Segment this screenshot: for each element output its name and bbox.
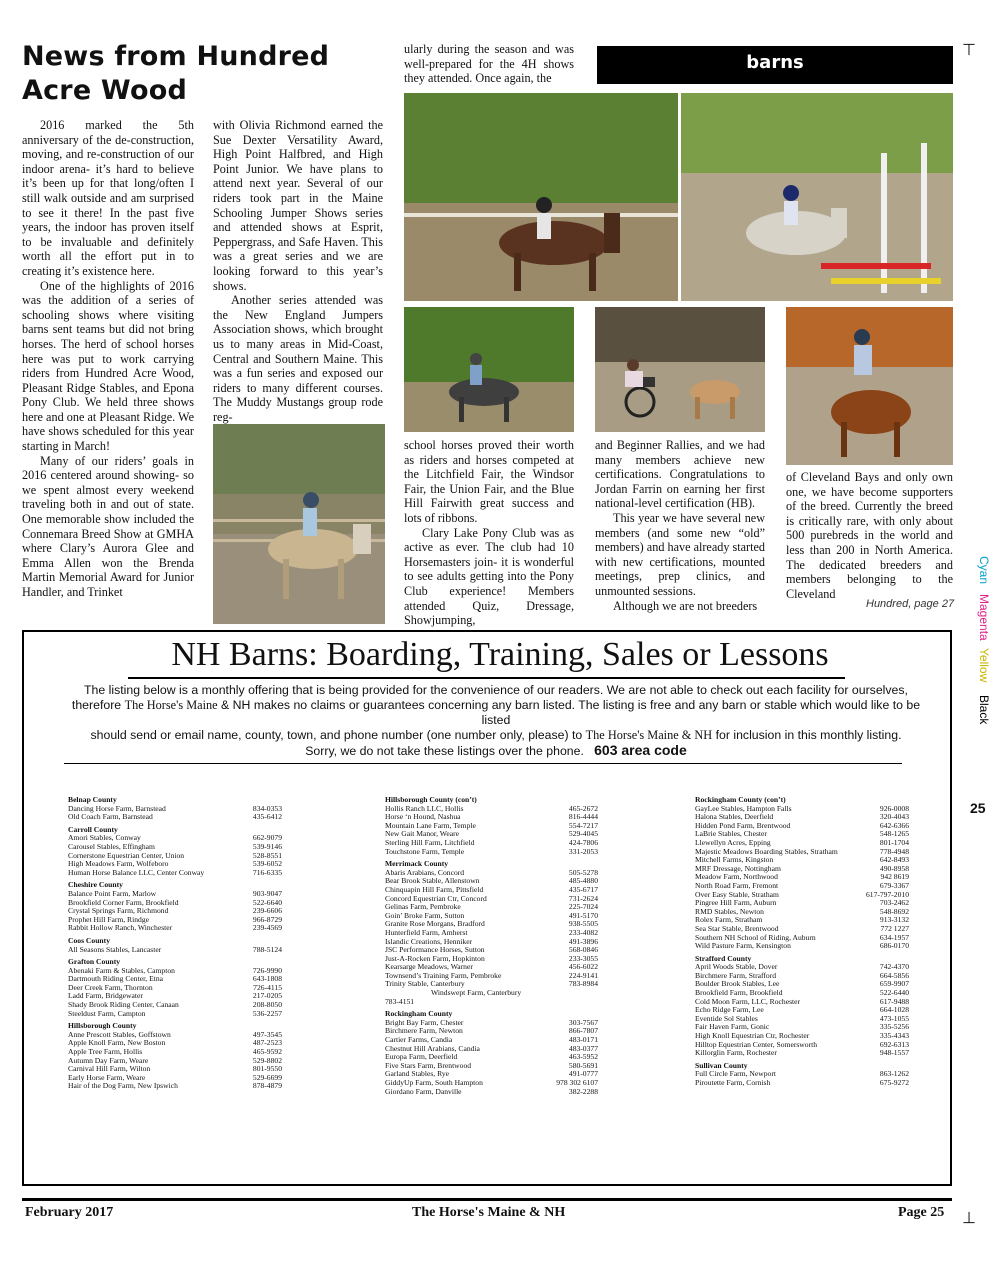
barn-name: Gelinas Farm, Pembroke	[385, 902, 461, 912]
barn-name: Sea Star Stable, Brentwood	[695, 923, 779, 933]
area-code: 603 area code	[594, 742, 687, 758]
barn-name: Five Stars Farm, Brentwood	[385, 1060, 472, 1070]
barn-phone: 463-5952	[568, 1052, 598, 1062]
barn-name: Birchmere Farm, Strafford	[695, 970, 777, 980]
barn-phone: 529-4045	[568, 829, 598, 839]
photo-rider-grey-horse	[213, 424, 385, 624]
barn-phone: 465-9592	[252, 1047, 282, 1057]
barn-phone: 948-1557	[879, 1048, 909, 1058]
footer-rule	[22, 1198, 952, 1201]
barn-phone: 942 8619	[880, 872, 909, 882]
article-column-5	[786, 470, 953, 601]
listing-column-2	[385, 796, 598, 1096]
intro-line: The listing below is a monthly offering that is being provided for the convenience of our readers. We are not able to check out each facility for ourselves,	[84, 683, 908, 697]
divider	[64, 763, 902, 764]
county-heading: Merrimack County	[385, 859, 449, 869]
barn-name: Deer Creek Farm, Thornton	[68, 982, 153, 992]
section-banner: barns	[597, 46, 953, 84]
county-heading: Strafford County	[695, 953, 752, 963]
barn-phone: 528-8551	[252, 850, 282, 860]
barn-name: Eventide Sol Stables	[695, 1013, 758, 1023]
color-label: Black	[977, 695, 991, 725]
barn-name: Trinity Stable, Canterbury	[385, 979, 465, 989]
barn-name: Mountain Lane Farm, Temple	[385, 820, 476, 830]
barn-name: Anne Prescott Stables, Goffstown	[68, 1029, 171, 1039]
barn-phone: 617-797-2010	[865, 889, 909, 899]
barn-name: Llewellyn Acres, Epping	[695, 837, 771, 847]
barn-name: Rolex Farm, Stratham	[695, 915, 763, 925]
barn-phone: 473-1055	[879, 1013, 909, 1023]
barn-name: Europa Farm, Deerfield	[385, 1052, 458, 1062]
paragraph: Another series attended was the New England Jumpers Association shows, which brought us to many areas in Mid-Coast, Central and Southern Maine. This was a fun series and exposed our riders to many different courses. The Muddy Mustangs group rode reg-	[213, 293, 383, 424]
barn-name: Majestic Meadows Boarding Stables, Stratham	[695, 846, 838, 856]
barn-name: Killorglin Farm, Rochester	[695, 1048, 777, 1058]
barn-name: All Seasons Stables, Lancaster	[68, 944, 162, 954]
barn-name: Touchstone Farm, Temple	[385, 846, 465, 856]
intro-text: Sorry, we do not take these listings over the phone.	[305, 744, 584, 758]
barn-name: Apple Knoll Farm, New Boston	[68, 1038, 166, 1048]
barn-name: Windswept Farm, Canterbury	[431, 988, 522, 998]
barn-name: Townsend’s Training Farm, Pembroke	[385, 970, 502, 980]
barn-name: Carnival Hill Farm, Wilton	[68, 1064, 151, 1074]
barn-name: Wild Pasture Farm, Kensington	[695, 941, 791, 951]
county-heading: Belnap County	[68, 795, 117, 804]
barn-phone: 580-5691	[568, 1060, 598, 1070]
barn-listing-row	[385, 998, 598, 1007]
color-label: Cyan	[977, 556, 991, 585]
barn-phone: 239-4569	[252, 923, 282, 933]
barn-phone: 978 302 6107	[556, 1078, 598, 1087]
barn-phone: 331-2053	[568, 846, 598, 856]
barn-phone: 692-6313	[879, 1039, 909, 1049]
county-heading: Rockingham County (con’t)	[695, 795, 786, 804]
barn-phone: 783-8984	[568, 979, 598, 989]
county-heading: Coos County	[68, 935, 110, 945]
barn-phone: 778-4948	[879, 846, 909, 856]
barn-phone: 863-1262	[879, 1069, 909, 1079]
crop-mark	[962, 1208, 976, 1227]
barn-phone: 772 1227	[880, 923, 909, 933]
barn-phone: 208-8050	[252, 1000, 282, 1010]
barn-name: Birchmere Farm, Newton	[385, 1026, 463, 1036]
barn-phone: 834-0353	[252, 803, 282, 813]
barn-phone: 490-8958	[879, 863, 909, 873]
barn-phone: 225-7024	[568, 902, 598, 912]
barn-phone: 675-9272	[879, 1078, 909, 1087]
barn-phone: 801-1704	[879, 837, 909, 847]
barn-name: Autumn Day Farm, Weare	[68, 1055, 149, 1065]
barn-phone: 903-9047	[252, 888, 282, 898]
article-column-1	[22, 118, 194, 600]
county-heading: Hillsborough County (con’t)	[385, 795, 477, 804]
paragraph: and Beginner Rallies, and we had many members achieve new certifications. Congratulations to Jordan Farrin on earning her first national-level certification (HB).	[595, 438, 765, 511]
barn-phone: 491-0777	[568, 1069, 598, 1079]
footer-date: February 2017	[25, 1205, 114, 1220]
intro-text: therefore	[71, 698, 125, 712]
barn-phone: 539-6052	[252, 859, 282, 869]
barn-phone: 435-6717	[568, 884, 598, 894]
barn-name: Brookfield Farm, Brookfield	[695, 988, 783, 998]
barn-name: Islandic Creations, Henniker	[385, 936, 473, 946]
barn-name: Bear Brook Stable, Allenstown	[385, 876, 480, 886]
barn-name: Hilltop Equestrian Center, Somersworth	[695, 1039, 818, 1049]
barn-phone: 938-5505	[568, 919, 598, 929]
barn-name: Hunterfield Farm, Amherst	[385, 927, 468, 937]
barn-phone: 913-3132	[879, 915, 909, 925]
paragraph: school horses proved their worth as riders and horses competed at the Litchfield Fair, the Windsor Fair, the Union Fair, and the Blue Hill Fairwith great success and lots of ribbons.	[404, 438, 574, 525]
barn-listing-row	[695, 1049, 909, 1058]
article-column-4	[595, 438, 765, 613]
barn-phone: 726-9990	[252, 965, 282, 975]
barn-phone	[594, 998, 598, 1007]
intro-line	[64, 728, 928, 743]
barn-phone: 617-9488	[879, 996, 909, 1006]
barn-listing-row	[68, 1010, 282, 1019]
barn-listing-row	[695, 1079, 909, 1088]
barn-listing-row	[68, 1082, 282, 1091]
barn-name: RMD Stables, Newton	[695, 906, 764, 916]
barn-name: GiddyUp Farm, South Hampton	[385, 1078, 483, 1087]
barn-name: GayLee Stables, Hampton Falls	[695, 803, 792, 813]
crop-mark: ⊤	[962, 40, 976, 59]
barn-listing-row	[68, 813, 282, 822]
barn-listing-row	[68, 946, 282, 955]
barn-listing-row	[68, 924, 282, 933]
listing-intro	[64, 683, 928, 759]
barn-phone: 568-0846	[568, 945, 598, 955]
barn-phone: 382-2288	[568, 1086, 598, 1096]
barn-phone: 491-3896	[568, 936, 598, 946]
barn-phone: 424-7806	[568, 837, 598, 847]
barn-phone: 679-3367	[879, 880, 909, 890]
barn-name: Chestnut Hill Arabians, Candia	[385, 1043, 480, 1053]
barn-name: Garland Stables, Rye	[385, 1069, 450, 1079]
barn-phone	[594, 989, 598, 998]
county-heading: Grafton County	[68, 957, 121, 967]
barn-name: Meadow Farm, Northwood	[695, 872, 778, 882]
barn-listing-row	[68, 869, 282, 878]
barn-phone: 926-0008	[879, 803, 909, 813]
crop-mark-glyph: ⊤	[962, 1208, 976, 1227]
barn-name: Just-A-Rocken Farm, Hopkinton	[385, 953, 485, 963]
barn-name: Chinquapin Hill Farm, Pittsfield	[385, 884, 484, 894]
barn-phone: 659-9907	[879, 979, 909, 989]
barn-name: New Gait Manor, Weare	[385, 829, 460, 839]
barn-name: Prophet Hill Farm, Rindge	[68, 914, 149, 924]
paragraph: Although we are not breeders	[613, 598, 758, 613]
title-underline	[128, 677, 845, 679]
barn-name: Southern NH School of Riding, Auburn	[695, 932, 816, 942]
paragraph: 2016 marked the 5th anniversary of the de-construction, moving, and re-construction of our indoor arena- it’s hard to believe it’s been up for that long/often I still walk outside and am surprised to see it there! In the past five years, the indoor has proven itself to be invaluable and definitely worth all the effort put in to creating it’s existence here.	[22, 118, 194, 278]
barn-phone: 303-7567	[568, 1017, 598, 1027]
barn-name: 783-4151	[385, 996, 415, 1006]
barn-phone: 731-2624	[568, 893, 598, 903]
barn-phone: 485-4880	[568, 876, 598, 886]
barn-phone: 224-9141	[568, 970, 598, 980]
barn-name: Apple Tree Farm, Hollis	[68, 1047, 143, 1057]
county-heading: Sullivan County	[695, 1060, 748, 1070]
barn-name: LaBrie Stables, Chester	[695, 829, 767, 839]
barn-listing-row	[385, 1088, 598, 1097]
paragraph: with Olivia Richmond earned the Sue Dexter Versatility Award, High Point Halfbred, and High Point Junior. We have plans to attend next year. Several of our riders took part in the Maine Schooling Jumper Shows series and attended shows at Esprit, Peppergrass, and Safe Haven. This was a great series and we are looking forward to this year’s shows.	[213, 118, 383, 293]
barn-phone: 522-6440	[879, 988, 909, 998]
barn-name: Fair Haven Farm, Gonic	[695, 1022, 770, 1032]
barn-phone: 703-2462	[879, 898, 909, 908]
barn-phone: 233-3055	[568, 953, 598, 963]
paragraph: This year we have several new members (and some new “old” members) and have already started with new certifications, mounted meetings, prep clinics, and unmounted sessions.	[595, 510, 765, 598]
barn-phone: 536-2257	[252, 1008, 282, 1018]
barn-name: Hidden Pond Farm, Brentwood	[695, 820, 791, 830]
paragraph: Many of our riders’ goals in 2016 centered around showing- so we spent almost every weekend traveling both in and out of state. One memorable show included the Connemara Breed Show at GMHA where Clary’s Aurora Glee and Emma Allen won the Brenda Martin Memorial Award for Junior Handler, and Trinket	[22, 453, 194, 599]
barn-listing-row	[385, 989, 598, 998]
paragraph: Clary Lake Pony Club was as active as ever. The club had 10 Horsemasters join- it is wonderful to see adults getting into the Pony Club experience! Members attended Quiz, Dressage, Showjumping,	[404, 525, 574, 628]
color-registration-labels	[965, 556, 995, 756]
barn-phone: 966-8729	[252, 914, 282, 924]
barn-name: High Meadows Farm, Wolfeboro	[68, 859, 169, 869]
barn-phone: 816-4444	[568, 812, 598, 822]
barn-phone: 487-2523	[252, 1038, 282, 1048]
barn-name: Dartmouth Riding Center, Etna	[68, 974, 164, 984]
barn-phone: 742-4370	[879, 962, 909, 972]
barn-phone: 320-4043	[879, 812, 909, 822]
article-column-3	[404, 438, 574, 628]
article-headline: News from Hundred Acre Wood	[22, 41, 330, 106]
barn-name: Sterling Hill Farm, Litchfield	[385, 837, 475, 847]
barn-phone: 664-1028	[879, 1005, 909, 1015]
barn-name: Granite Rose Morgans, Bradford	[385, 919, 485, 929]
county-heading: Cheshire County	[68, 880, 123, 890]
barn-name: Giordano Farm, Danville	[385, 1086, 462, 1096]
barn-phone: 548-1265	[879, 829, 909, 839]
barn-name: MRF Dressage, Nottingham	[695, 863, 781, 873]
barn-phone: 866-7807	[568, 1026, 598, 1036]
barn-name: Carousel Stables, Effingham	[68, 841, 155, 851]
publication-name: The Horse's Maine & NH	[585, 728, 713, 742]
barn-name: Amori Stables, Conway	[68, 833, 141, 843]
barn-name: Full Circle Farm, Newport	[695, 1069, 776, 1079]
barn-name: Shady Brook Riding Center, Canaan	[68, 1000, 179, 1010]
barn-phone: 529-8802	[252, 1055, 282, 1065]
barn-phone: 483-0171	[568, 1035, 598, 1045]
barn-name: Pingree Hill Farm, Auburn	[695, 898, 777, 908]
barn-name: Mitchell Farms, Kingston	[695, 855, 774, 865]
article-column-3-top	[404, 42, 574, 86]
barn-name: Hair of the Dog Farm, New Ipswich	[68, 1081, 178, 1091]
barn-name: Hollis Ranch LLC, Hollis	[385, 803, 464, 813]
photo-rider-bay-horse	[404, 93, 678, 301]
barn-name: Bright Bay Farm, Chester	[385, 1017, 464, 1027]
barn-name: Rabbit Hollow Ranch, Winchester	[68, 923, 173, 933]
continued-reference: Hundred, page 27	[866, 598, 955, 610]
photo-pony-cart	[595, 307, 765, 432]
county-heading: Hillsborough County	[68, 1021, 137, 1031]
barn-name: Ladd Farm, Bridgewater	[68, 991, 143, 1001]
barn-listing-row	[695, 942, 909, 951]
barn-phone: 643-1808	[252, 974, 282, 984]
paragraph: ularly during the season and was well-prepared for the 4H shows they attended. Once again, the	[404, 42, 574, 86]
barn-phone: 716-6335	[252, 867, 282, 877]
intro-text: & NH makes no claims or guarantees concerning any barn listed. The listing is free and any barn or stable which would like to be listed	[217, 698, 921, 727]
barn-name: Cartier Farms, Candia	[385, 1035, 453, 1045]
barn-name: April Woods Stable, Dover	[695, 962, 778, 972]
barn-phone: 539-9146	[252, 841, 282, 851]
barn-name: Crystal Springs Farm, Richmond	[68, 906, 169, 916]
barn-phone: 335-4343	[879, 1031, 909, 1041]
barn-phone: 435-6412	[252, 812, 282, 822]
footer-page: Page 25	[898, 1205, 945, 1220]
footer-publication: The Horse's Maine & NH	[412, 1205, 566, 1220]
barn-name: Dancing Horse Farm, Barnstead	[68, 803, 166, 813]
barn-name: Old Coach Farm, Barnstead	[68, 812, 153, 822]
barn-phone: 529-6699	[252, 1072, 282, 1082]
barn-name: Abenaki Farm & Stables, Campton	[68, 965, 175, 975]
paragraph: of Cleveland Bays and only own one, we have become supporters of the breed. Currently the breed is critically rare, with only about 500 purebreds in the world and less than 200 in North America. The dedicated breeders and members belonging to the Cleveland	[786, 470, 953, 601]
barn-phone: 335-5256	[879, 1022, 909, 1032]
barn-name: Cold Moon Farm, LLC, Rochester	[695, 996, 801, 1006]
barn-name: Cornerstone Equestrian Center, Union	[68, 850, 185, 860]
barn-phone: 239-6606	[252, 906, 282, 916]
side-page-number: 25	[970, 800, 986, 816]
barn-name: North Road Farm, Fremont	[695, 880, 779, 890]
barn-phone: 548-8692	[879, 906, 909, 916]
intro-line	[64, 698, 928, 728]
barn-name: Concord Equestrian Ctr, Concord	[385, 893, 487, 903]
barn-phone: 662-9079	[252, 833, 282, 843]
listing-column-1	[68, 796, 282, 1091]
barn-phone: 801-9550	[252, 1064, 282, 1074]
barn-name: Steeldust Farm, Campton	[68, 1008, 146, 1018]
barn-phone: 642-8493	[879, 855, 909, 865]
color-label: Yellow	[977, 648, 991, 683]
publication-name: The Horse's Maine	[124, 698, 218, 712]
article-column-2	[213, 118, 383, 424]
barn-name: Human Horse Balance LLC, Center Conway	[68, 867, 205, 877]
barn-phone: 686-0170	[879, 941, 909, 951]
barn-name: Horse ‘n Hound, Nashua	[385, 812, 461, 822]
photo-rider-dark-horse	[404, 307, 574, 432]
listing-title: NH Barns: Boarding, Training, Sales or Lessons	[171, 636, 829, 673]
barn-phone: 491-5170	[568, 910, 598, 920]
barn-phone: 878-4879	[252, 1081, 282, 1091]
barn-phone: 217-0205	[252, 991, 282, 1001]
photo-rider-chestnut-horse	[786, 307, 953, 465]
barn-phone: 465-2672	[568, 803, 598, 813]
barn-phone: 634-1957	[879, 932, 909, 942]
barn-name: Balance Point Farm, Marlow	[68, 888, 157, 898]
barn-name: JSC Performance Horses, Sutton	[385, 945, 485, 955]
barn-name: High Knoll Equestrian Ctr, Rochester	[695, 1031, 810, 1041]
barn-name: Brookfield Corner Farm, Brookfield	[68, 897, 179, 907]
photo-jumper-grey-pony	[681, 93, 953, 301]
barn-phone: 664-5856	[879, 970, 909, 980]
barn-name: Boulder Brook Stables, Lee	[695, 979, 780, 989]
listing-column-3	[695, 796, 909, 1088]
barn-name: Abaris Arabians, Concord	[385, 867, 465, 877]
barn-phone: 456-6022	[568, 962, 598, 972]
county-heading: Rockingham County	[385, 1009, 453, 1019]
intro-text: for inclusion in this monthly listing.	[712, 728, 902, 742]
barn-phone: 233-4082	[568, 927, 598, 937]
barn-name: Early Horse Farm, Weare	[68, 1072, 146, 1082]
barn-phone: 726-4115	[253, 982, 282, 992]
barn-name: Kearsarge Meadows, Warner	[385, 962, 473, 972]
intro-text: should send or email name, county, town, and phone number (one number only, please) to	[90, 728, 586, 742]
barn-name: Echo Ridge Farm, Lee	[695, 1005, 764, 1015]
barn-phone: 642-6366	[879, 820, 909, 830]
barn-name: Piroutette Farm, Cornish	[695, 1078, 771, 1087]
barn-name: Over Easy Stable, Stratham	[695, 889, 779, 899]
barn-name: Goin’ Broke Farm, Sutton	[385, 910, 465, 920]
barn-phone: 522-6640	[252, 897, 282, 907]
county-heading: Carroll County	[68, 824, 118, 834]
color-label: Magenta	[977, 594, 991, 641]
barn-listing-row	[385, 848, 598, 857]
intro-line	[64, 743, 928, 759]
barn-phone: 483-0377	[568, 1043, 598, 1053]
barn-name: Halona Stables, Deerfield	[695, 812, 774, 822]
barn-phone: 497-3545	[252, 1029, 282, 1039]
barn-phone: 554-7217	[568, 820, 598, 830]
barn-phone: 788-5124	[252, 944, 282, 954]
barn-phone: 505-5278	[568, 867, 598, 877]
paragraph: One of the highlights of 2016 was the addition of a series of schooling shows where visiting barns sent teams but did not bring horses. The herd of school horses here was put to work carrying riders from Hundred Acre Wood, Pleasant Ridge Stables, and Epona Pony Club. We held three shows here and one at Pleasant Ridge. We have shows scheduled for this year starting in March!	[22, 278, 194, 454]
